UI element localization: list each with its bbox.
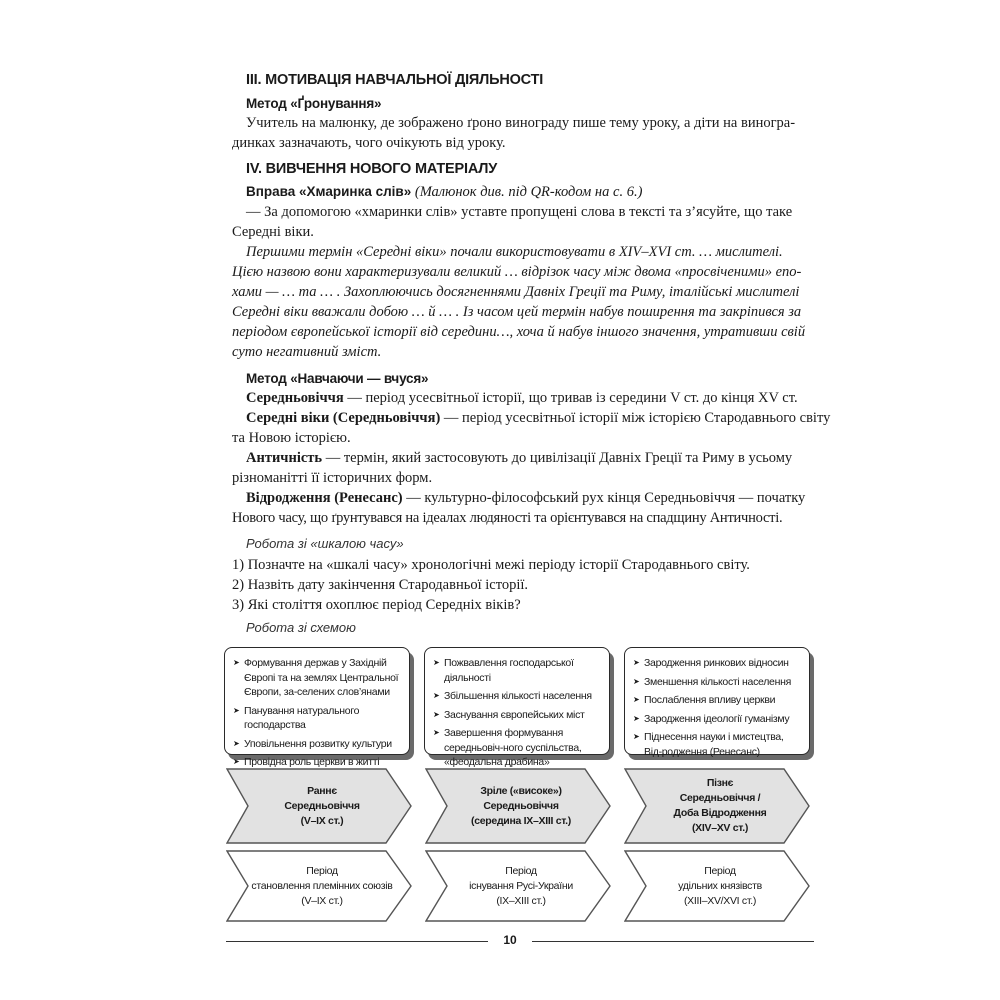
period-line: (середина IX–XIII ст.)	[471, 814, 571, 827]
rus-period-label	[246, 850, 398, 922]
scheme-item: ➤ Панування натурального господарства	[233, 704, 403, 733]
period-line: Середньовіччя	[284, 799, 360, 812]
rus-period-line: (XIII–XV/XVI ст.)	[683, 894, 757, 907]
scheme-item: ➤ Завершення формування середньовіч-ного суспільства, «феодальна драбина»	[433, 726, 603, 770]
period-line: Пізнє	[706, 777, 734, 789]
rus-period-line: (IX–XIII ст.)	[496, 894, 546, 907]
scheme-item: ➤ Зародження ідеології гуманізму	[633, 712, 803, 727]
definition-text: — період усесвітньої історії, що тривав із середини V ст. до кінця XV ст.	[343, 390, 798, 406]
method-label-teaching: Метод «Навчаючи — вчуся»	[246, 371, 429, 386]
gap-text-line: Першими термін «Середні віки» почали використовувати в XIV–XVI ст. … мислителі.	[246, 244, 783, 260]
period-line: Середньовіччя	[483, 799, 559, 812]
gap-text-line: Цією назвою вони характеризували великий … відрізок часу між двома «просвіченими» епо-	[232, 264, 802, 280]
period-arrow-late	[624, 768, 810, 844]
scheme-item: ➤ Збільшення кількості населення	[433, 689, 603, 704]
scheme-box-late	[624, 647, 810, 758]
method-label-clustering: Метод «Ґронування»	[246, 96, 382, 111]
definition-term: Середньовіччя	[246, 390, 344, 406]
page-number: 10	[503, 933, 517, 947]
rus-period-line: (V–IX ст.)	[301, 894, 343, 907]
scheme-item: ➤ Послаблення впливу церкви	[633, 693, 803, 708]
definition-line	[232, 488, 826, 508]
question-1: 1) Позначте на «шкалі часу» хронологічні межі періоду історії Стародавнього світу.	[232, 557, 750, 573]
scheme-item: ➤ Зменшення кількості населення	[633, 675, 803, 690]
definition-line: та Новою історією.	[232, 430, 351, 446]
instruction-line: Середні віки.	[232, 224, 314, 240]
scheme-item: ➤ Провідна роль церкви в житті	[233, 755, 403, 784]
period-line: (V–IX ст.)	[300, 814, 344, 827]
period-line: Доба Відродження	[673, 807, 767, 819]
definition-line: Нового часу, що ґрунтувався на ідеалах людяності та орієнтувався на спадщину Античності.	[232, 510, 783, 526]
scheme-item: ➤ Пожвавлення господарської діяльності	[433, 656, 603, 685]
section-heading-motivation: III. МОТИВАЦІЯ НАВЧАЛЬНОЇ ДІЯЛЬНОСТІ	[246, 72, 544, 88]
definition-line	[232, 388, 826, 408]
period-label	[445, 768, 597, 844]
scheme-item: ➤ Уповільнення розвитку культури	[233, 737, 403, 752]
rus-period-label	[445, 850, 597, 922]
period-arrow-high	[425, 768, 611, 844]
rus-period-line: удільних князівств	[678, 879, 762, 892]
period-label	[246, 768, 398, 844]
rus-period-arrow-2	[425, 850, 611, 922]
paragraph-line: Учитель на малюнку, де зображено ґроно винограду пише тему уроку, а діти на виногра-	[246, 115, 796, 131]
rus-period-line: Період	[505, 864, 537, 877]
definition-line	[232, 448, 826, 468]
rus-period-label	[644, 850, 796, 922]
scheme-item: ➤ Заснування європейських міст	[433, 708, 603, 723]
period-line: (XIV–XV ст.)	[691, 822, 749, 834]
scheme-box-high	[424, 647, 610, 768]
scheme-box-early	[224, 647, 410, 768]
footer-rule-right	[532, 941, 814, 942]
rus-period-line: Період	[306, 864, 338, 877]
definition-text: — культурно-філософський рух кінця Середньовіччя — початку	[402, 490, 806, 506]
scheme-item: ➤ Формування держав у Західній Європі та на землях Центральної Європи, за-селених слов’янами	[233, 656, 403, 700]
exercise-label: Вправа «Хмаринка слів»	[246, 184, 412, 199]
rus-period-line: існування Русі-України	[469, 879, 573, 892]
gap-text-line: Середні віки вважали добою … й … . Із часом цей термін набув поширення та закріпився за	[232, 304, 802, 320]
exercise-note: (Малюнок див. під QR-кодом на с. 6.)	[411, 184, 643, 200]
question-3: 3) Які століття охоплює період Середніх віків?	[232, 597, 521, 613]
rus-period-line: становлення племінних союзів	[251, 879, 393, 892]
period-line: Зріле («високе»)	[480, 784, 562, 797]
gap-text-line: суто негативний зміст.	[232, 344, 382, 360]
definition-line	[232, 408, 831, 428]
exercise-title	[232, 182, 826, 202]
question-2: 2) Назвіть дату закінчення Стародавньої історії.	[232, 577, 529, 593]
paragraph-line: динках зазначають, чого очікують від уроку.	[232, 135, 506, 151]
definition-term: Відродження (Ренесанс)	[246, 490, 403, 506]
instruction-line: — За допомогою «хмаринки слів» уставте пропущені слова в тексті та з’ясуйте, що таке	[246, 204, 793, 220]
scheme-item: ➤ Піднесення науки і мистецтва, Від-родження (Ренесанс)	[633, 730, 803, 759]
rus-period-arrow-3	[624, 850, 810, 922]
footer-rule-left	[226, 941, 488, 942]
rus-period-line: Період	[704, 864, 736, 877]
definition-term: Античність	[246, 450, 323, 466]
period-line: Раннє	[307, 784, 337, 797]
period-line: Середньовіччя /	[679, 792, 761, 804]
gap-text-line: періодом європейської історії від середини…, хоча й набув іншого значення, утративши свій	[232, 324, 806, 340]
definition-term: Середні віки (Середньовіччя)	[246, 410, 441, 426]
definition-text: — період усесвітньої історії між історією Стародавнього світу	[440, 410, 831, 426]
period-arrow-early	[226, 768, 412, 844]
definition-text: — термін, який застосовують до цивілізації Давніх Греції та Риму в усьому	[322, 450, 793, 466]
period-label	[644, 768, 796, 844]
definition-line: різноманітті її історичних форм.	[232, 470, 433, 486]
gap-text-line: хами — … та … . Захоплюючись досягненнями Давніх Греції та Риму, італійські мислителі	[232, 284, 800, 300]
scheme-caption: Робота зі схемою	[246, 620, 356, 635]
scheme-item: ➤ Зародження ринкових відносин	[633, 656, 803, 671]
timeline-caption: Робота зі «шкалою часу»	[246, 536, 404, 551]
rus-period-arrow-1	[226, 850, 412, 922]
section-heading-new-material: IV. ВИВЧЕННЯ НОВОГО МАТЕРІАЛУ	[246, 161, 498, 177]
